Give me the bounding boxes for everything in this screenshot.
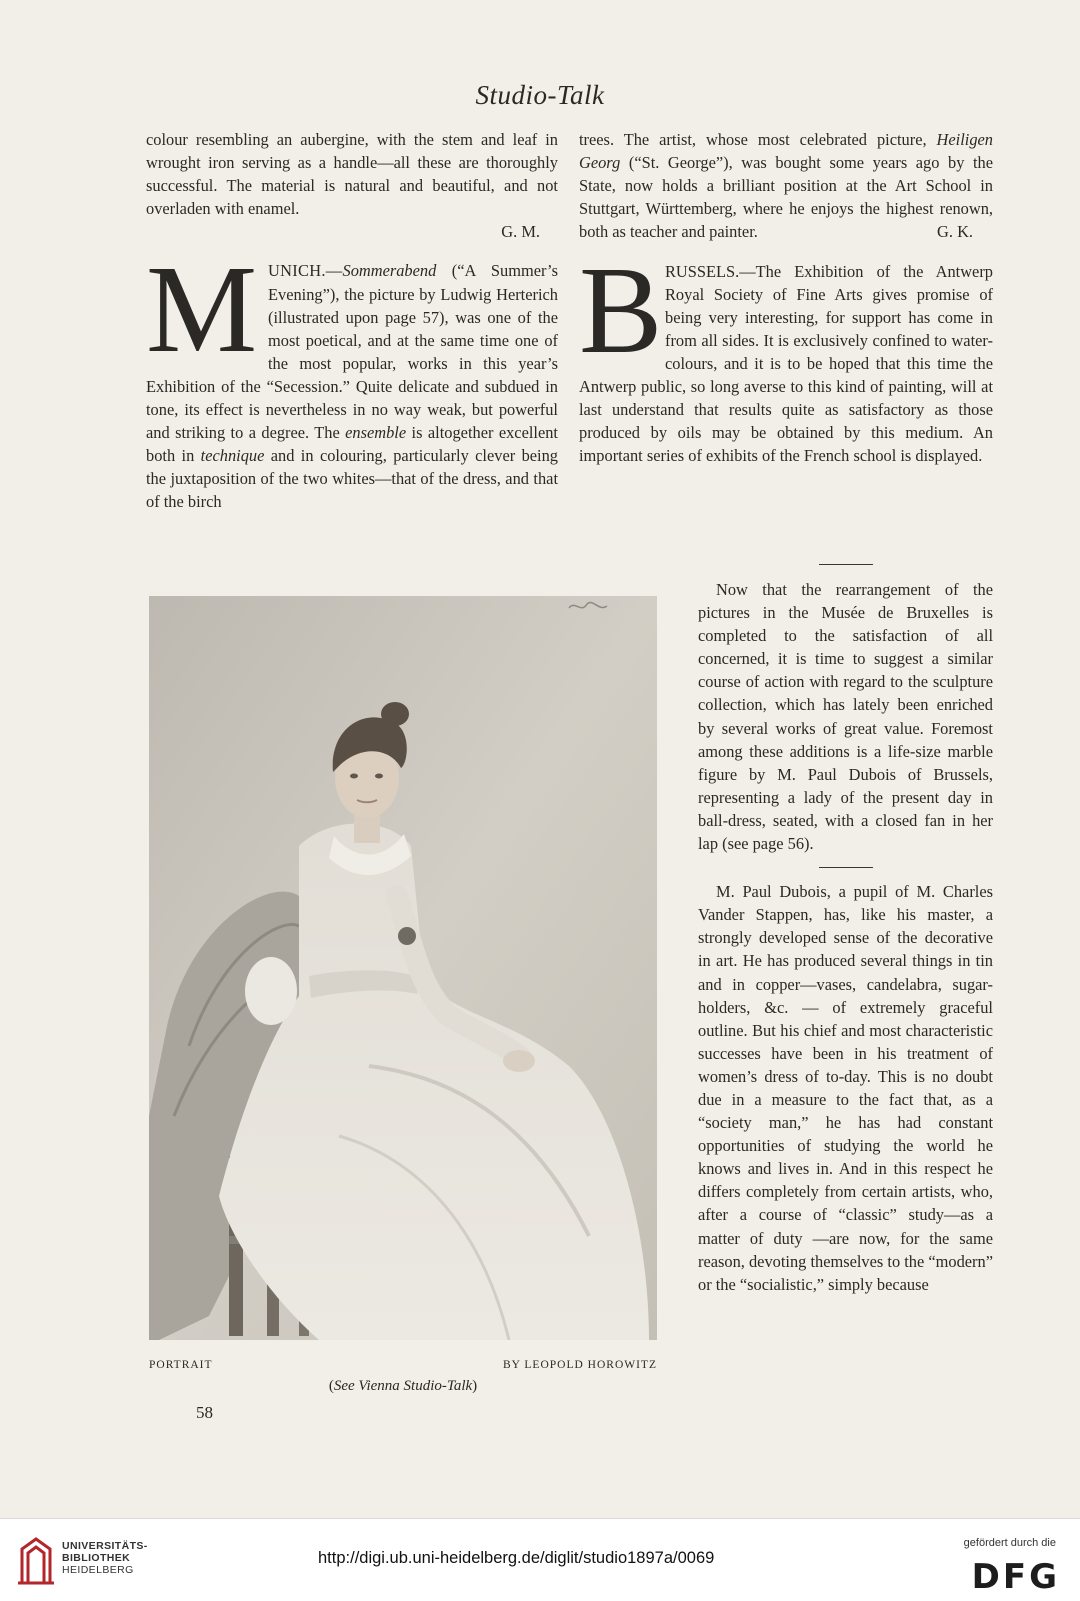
caption-see: See [333, 1378, 355, 1394]
running-head: Studio-Talk [475, 80, 605, 110]
munich-title: Sommerabend [342, 261, 437, 281]
munich-ensemble: ensemble [345, 423, 407, 443]
right-column [579, 128, 993, 467]
caption-close-paren: ) [472, 1378, 478, 1394]
paragraph-aubergine [146, 128, 558, 220]
narrow-column [698, 577, 993, 1296]
paragraph-dubois: M. Paul Dubois, a pupil of M. Charles Vander Stappen, has, like his master, a strongly developed sense of the decorative in art. He has produced several things in tin and in copper—vases, candelabra, sugar-holders, &c. — of extremely graceful outline. But his chief and most characteristic successes have been in his treatment of women’s dress of to-day. This is no doubt due in a measure to the fact that, as a “society man,” he has had constant opportunities of studying the world he knows and lives in. And in this respect he differs completely from certain artists, who, after a course of “classic” study—as a matter of duty —are now, for the same reason, devoting themselves to the “modern” or the “socialistic,” simply because [698, 882, 993, 1294]
library-line-3: HEIDELBERG [62, 1564, 134, 1576]
trees-text-a: trees. The artist, whose most celebrated picture, [579, 130, 937, 149]
section-rule-1 [819, 564, 873, 565]
munich-text-b: is altogether excellent both in [146, 423, 558, 466]
munich-text-c: and in colouring, particularly clever being the juxtaposition of the two whites—that of the dress, and that of the birch [146, 446, 558, 512]
munich-technique: technique [200, 446, 265, 466]
university-library-logo-icon [16, 1533, 58, 1587]
portrait-illustration [149, 596, 657, 1340]
dfg-logo: DFG [971, 1557, 1060, 1597]
caption-ref: Vienna Studio-Talk [354, 1378, 473, 1394]
paragraph-brussels: RUSSELS.—The Exhibition of the Antwerp Royal Society of Fine Arts gives promise of being very interesting, for support has come in from all sides. It is exclusively confined to water-colours, and it is to be hoped that this time the Antwerp public, so long averse to this kind of painting, will at last understand that results quite as satisfactory as those produced by oils may be obtained by this medium. An important series of exhibits of the French school is displayed. [579, 261, 993, 466]
section-rule-2 [819, 867, 873, 868]
left-column [146, 128, 558, 514]
page-number: 58 [196, 1403, 213, 1422]
portrait-image [149, 596, 657, 1340]
library-line-1: UNIVERSITÄTS- [62, 1540, 148, 1552]
munich-article [146, 241, 558, 513]
dropcap-m: M [146, 241, 258, 380]
permalink-url[interactable]: http://digi.ub.uni-heidelberg.de/diglit/studio1897a/0069 [318, 1549, 715, 1567]
trees-title: Heiligen Georg [579, 130, 993, 173]
digitization-footer [0, 1518, 1080, 1601]
caption-reference [149, 1378, 657, 1395]
dropcap-b: B [579, 241, 663, 380]
signature-gk: G. K. [937, 222, 973, 242]
brussels-article [579, 241, 993, 468]
munich-text-a: (“A Summer’s Evening”), the picture by Ludwig Herterich (illustrated upon page 57), was one of the most poetical, and at the same time one of the most popular, works in this year’s Exhibition of the “Secession.” Quite delicate and subdued in tone, its effect is nevertheless in no way weak, but powerful and striking to a degree. The [146, 261, 558, 443]
caption-title: PORTRAIT [149, 1359, 213, 1371]
signature-gm: G. M. [501, 222, 540, 242]
library-line-2: BIBLIOTHEK [62, 1552, 131, 1564]
paragraph-musee: Now that the rearrangement of the pictures in the Musée de Bruxelles is completed to the satisfaction of all concerned, it is time to suggest a similar course of action with regard to the sculpture collection, which has lately been enriched by several works of great value. Foremost among these additions is a life-size marble figure by M. Paul Dubois of Brussels, representing a lady of the present day in ball-dress, seated, with a closed fan in her lap (see page 56). [698, 580, 993, 854]
caption-open-paren: ( [328, 1378, 334, 1394]
text-aubergine: colour resembling an aubergine, with the stem and leaf in wrought iron serving as a handle—all these are thoroughly successful. The material is natural and beautiful, and not overladen with enamel. [146, 130, 558, 219]
trees-text-b: (“St. George”), was bought some years ago by the State, now holds a brilliant position at the Art School in Stuttgart, Württemberg, where he enjoys the highest renown, both as teacher and painter. [579, 153, 993, 242]
caption-artist: BY LEOPOLD HOROWITZ [502, 1359, 657, 1371]
library-name [62, 1540, 148, 1576]
funded-by-label: gefördert durch die [963, 1537, 1056, 1549]
munich-lead: UNICH.— [268, 261, 343, 281]
